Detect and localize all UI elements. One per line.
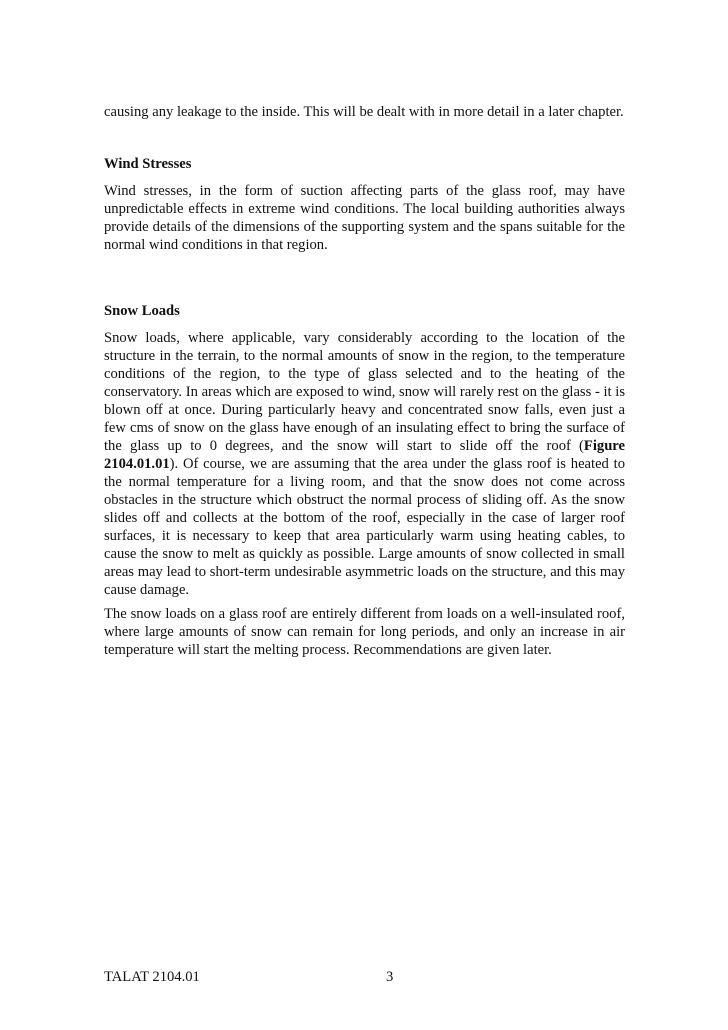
snow-loads-text-before-ref: Snow loads, where applicable, vary considerably according to the location of the structure in the terrain, to the normal amounts of snow in the region, to the temperature conditions of the region, to the type of glass selected and to the heating of the conservatory. In areas which are exposed to wind, snow will rarely rest on the glass - it is blown off at once. During particularly heavy and concentrated snow falls, even just a few cms of snow on the glass have enough of an insulating effect to bring the surface of the glass up to 0 degrees, and the snow will start to slide off the roof ( (104, 330, 625, 454)
intro-paragraph: causing any leakage to the inside. This will be dealt with in more detail in a later chapter. (104, 104, 624, 120)
wind-stresses-heading: Wind Stresses (104, 156, 192, 172)
figure-reference: Figure 2104.01.01 (104, 438, 625, 472)
snow-loads-paragraph-2: The snow loads on a glass roof are entirely different from loads on a well-insulated roof, where large amounts of snow can remain for long periods, and only an increase in air temperature will start the melting process. Recommendations are given later. (104, 606, 625, 658)
snow-loads-heading: Snow Loads (104, 303, 180, 319)
footer-document-id: TALAT 2104.01 (104, 969, 200, 985)
page-body (104, 103, 625, 659)
snow-loads-text-after-ref: ). Of course, we are assuming that the area under the glass roof is heated to the normal temperature for a living room, and that the snow does not come across obstacles in the structure which obstruct the normal process of sliding off. As the snow slides off and collects at the bottom of the roof, especially in the case of larger roof surfaces, it is necessary to keep that area particularly warm using heating cables, to cause the snow to melt as quickly as possible. Large amounts of snow collected in small areas may lead to short-term undesirable asymmetric loads on the structure, and this may cause damage. (104, 456, 625, 598)
footer-page-number: 3 (386, 969, 394, 985)
wind-stresses-paragraph: Wind stresses, in the form of suction affecting parts of the glass roof, may have unpredictable effects in extreme wind conditions. The local building authorities always provide details of the dimensions of the supporting system and the spans suitable for the normal wind conditions in that region. (104, 183, 625, 253)
snow-loads-paragraph-1 (104, 329, 625, 599)
